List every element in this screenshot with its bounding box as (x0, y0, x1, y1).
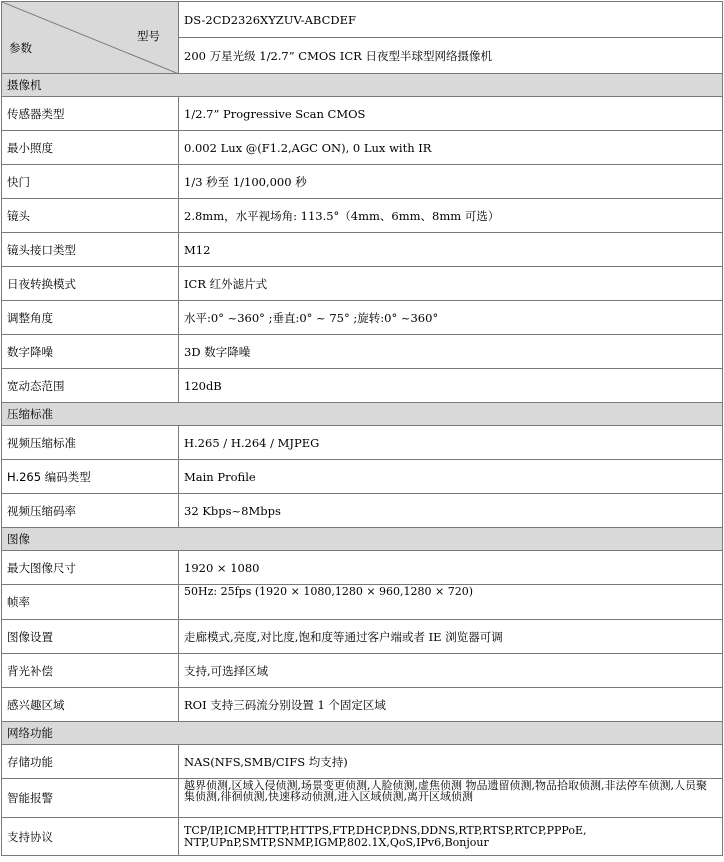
video-compression-value: H.265 / H.264 / MJPEG (179, 426, 723, 460)
roi-label: 感兴趣区域 (2, 688, 179, 722)
max-image-size-label: 最大图像尺寸 (2, 551, 179, 585)
section-network: 网络功能 (2, 722, 723, 745)
dnr-value: 3D 数字降噪 (179, 335, 723, 369)
spec-table (1, 1, 723, 856)
bitrate-value: 32 Kbps~8Mbps (179, 494, 723, 528)
lens-value: 2.8mm，水平视场角: 113.5°（4mm、6mm、8mm 可选） (179, 199, 723, 233)
protocol-value: TCP/IP,ICMP,HTTP,HTTPS,FTP,DHCP,DNS,DDNS,RTP,RTSP,RTCP,PPPoE, NTP,UPnP,SMTP,SNMP,IGMP,802.1X,QoS,IPv6,Bonjour (179, 818, 723, 856)
storage-value: NAS(NFS,SMB/CIFS 均支持) (179, 745, 723, 779)
roi-value: ROI 支持三码流分别设置 1 个固定区域 (179, 688, 723, 722)
sensor-label: 传感器类型 (2, 97, 179, 131)
section-compression: 压缩标准 (2, 403, 723, 426)
model-label: 型号 (137, 29, 160, 43)
lens-label: 镜头 (2, 199, 179, 233)
day-night-value: ICR 红外滤片式 (179, 267, 723, 301)
shutter-label: 快门 (2, 165, 179, 199)
smart-alarm-label: 智能报警 (2, 779, 179, 818)
adjust-angle-value: 水平:0° ~360° ;垂直:0° ~ 75° ;旋转:0° ~360° (179, 301, 723, 335)
lens-mount-label: 镜头接口类型 (2, 233, 179, 267)
h265-type-label: H.265 编码类型 (2, 460, 179, 494)
wdr-value: 120dB (179, 369, 723, 403)
backlight-value: 支持,可选择区域 (179, 654, 723, 688)
max-image-size-value: 1920 × 1080 (179, 551, 723, 585)
video-compression-label: 视频压缩标准 (2, 426, 179, 460)
lens-mount-value: M12 (179, 233, 723, 267)
smart-alarm-value: 越界侦测,区域入侵侦测,场景变更侦测,人脸侦测,虚焦侦测 物品遗留侦测,物品拾取侦测,非法停车侦测,人员聚集侦测,徘徊侦测,快速移动侦测,进入区域侦测,离开区域侦测 (179, 779, 723, 818)
backlight-label: 背光补偿 (2, 654, 179, 688)
wdr-label: 宽动态范围 (2, 369, 179, 403)
h265-type-value: Main Profile (179, 460, 723, 494)
protocol-label: 支持协议 (2, 818, 179, 856)
image-settings-label: 图像设置 (2, 620, 179, 654)
model-description: 200 万星光级 1/2.7” CMOS ICR 日夜型半球型网络摄像机 (179, 38, 723, 74)
shutter-value: 1/3 秒至 1/100,000 秒 (179, 165, 723, 199)
adjust-angle-label: 调整角度 (2, 301, 179, 335)
section-image: 图像 (2, 528, 723, 551)
frame-rate-value: 50Hz: 25fps (1920 × 1080,1280 × 960,1280 × 720) (179, 585, 723, 620)
model-code: DS-2CD2326XYZUV-ABCDEF (179, 2, 723, 38)
sensor-value: 1/2.7” Progressive Scan CMOS (179, 97, 723, 131)
frame-rate-label: 帧率 (2, 585, 179, 620)
image-settings-value: 走廊模式,亮度,对比度,饱和度等通过客户端或者 IE 浏览器可调 (179, 620, 723, 654)
bitrate-label: 视频压缩码率 (2, 494, 179, 528)
day-night-label: 日夜转换模式 (2, 267, 179, 301)
dnr-label: 数字降噪 (2, 335, 179, 369)
param-label: 参数 (9, 41, 32, 55)
header-diagonal-cell (2, 2, 179, 74)
section-camera: 摄像机 (2, 74, 723, 97)
min-illumination-label: 最小照度 (2, 131, 179, 165)
min-illumination-value: 0.002 Lux @(F1.2,AGC ON), 0 Lux with IR (179, 131, 723, 165)
storage-label: 存储功能 (2, 745, 179, 779)
